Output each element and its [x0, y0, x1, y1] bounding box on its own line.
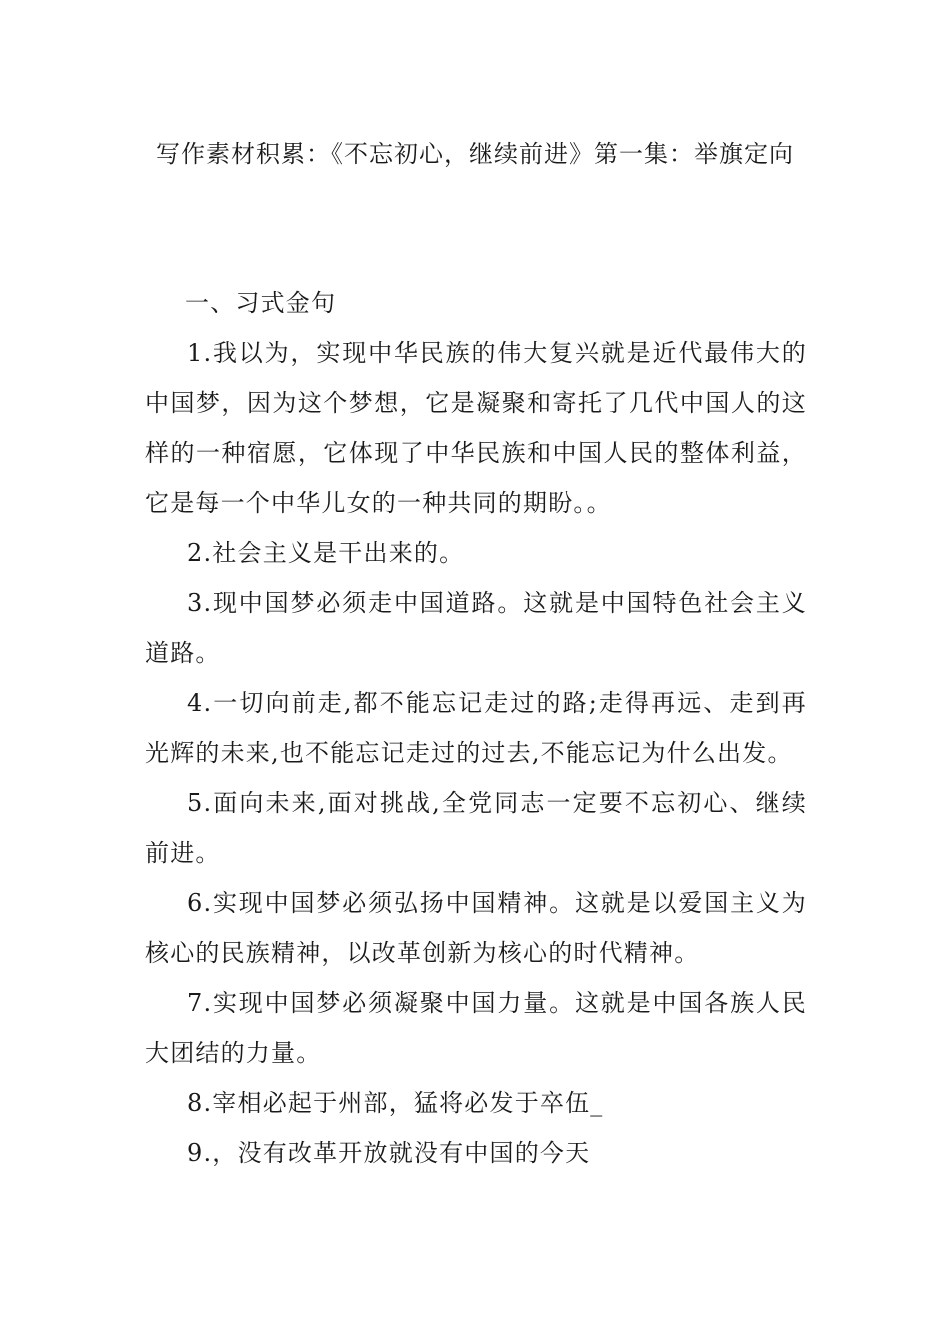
quote-item-6: 6.实现中国梦必须弘扬中国精神。这就是以爱国主义为核心的民族精神，以改革创新为核心的时代精神。: [145, 889, 807, 967]
quote-item-5: 5.面向未来,面对挑战,全党同志一定要不忘初心、继续前进。: [145, 789, 807, 867]
quote-item-8: 8.宰相必起于州部，猛将必发于卒伍_: [187, 1089, 604, 1117]
document-title: 写作素材积累：《不忘初心，继续前进》第一集：举旗定向: [156, 140, 794, 168]
quote-item-9: 9.，没有改革开放就没有中国的今天: [187, 1139, 591, 1167]
quote-item-3: 3.现中国梦必须走中国道路。这就是中国特色社会主义道路。: [145, 589, 807, 667]
document-body: [145, 278, 807, 1178]
quote-item-1: 1.我以为，实现中华民族的伟大复兴就是近代最伟大的中国梦，因为这个梦想，它是凝聚和寄托了几代中国人的这样的一种宿愿，它体现了中华民族和中国人民的整体利益，它是每一个中华儿女的一种共同的期盼。。: [145, 339, 807, 517]
quote-item-7: 7.实现中国梦必须凝聚中国力量。这就是中国各族人民大团结的力量。: [145, 989, 807, 1067]
section-heading: 一、习式金句: [185, 289, 337, 317]
quote-item-4: 4.一切向前走,都不能忘记走过的路;走得再远、走到再光辉的未来,也不能忘记走过的过去,不能忘记为什么出发。: [145, 689, 807, 767]
quote-item-2: 2.社会主义是干出来的。: [187, 539, 465, 567]
